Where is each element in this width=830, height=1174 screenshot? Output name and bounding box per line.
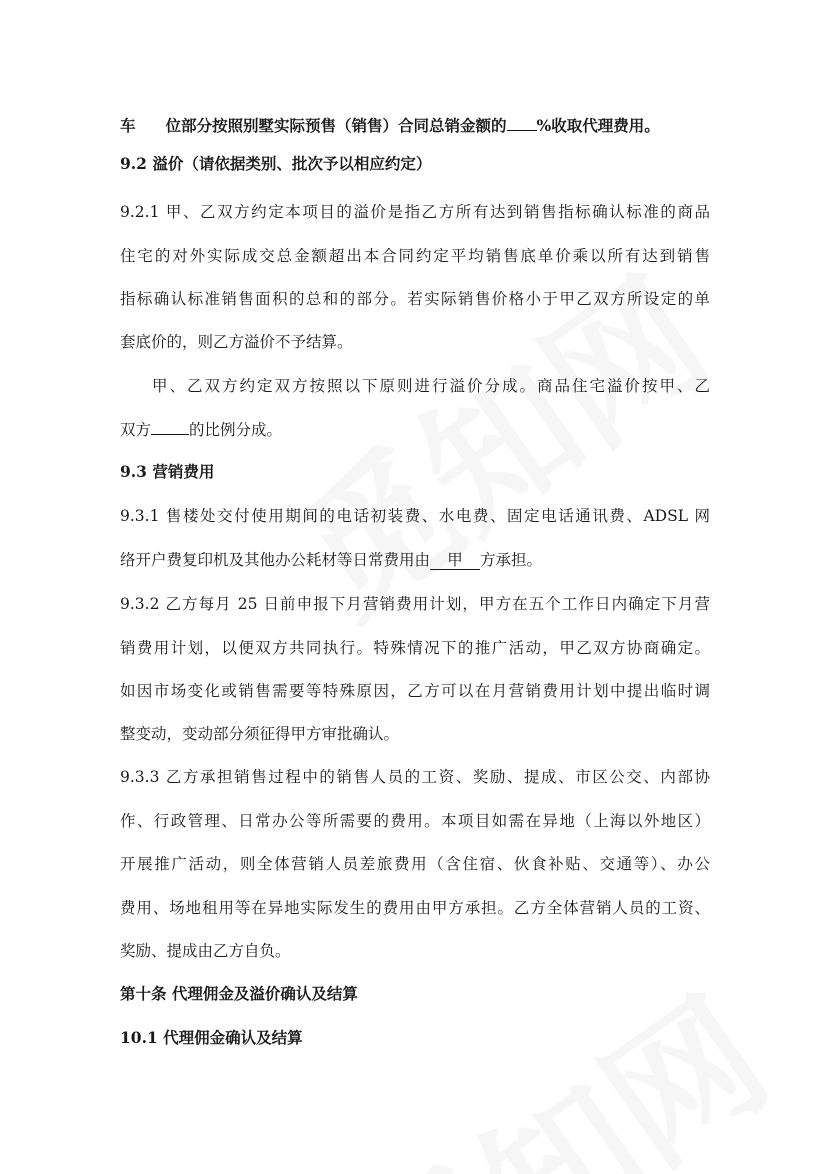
paragraph-line: [120, 550, 542, 570]
paragraph-line: [120, 116, 660, 136]
text-run: %收取代理费用。: [536, 116, 660, 135]
fill-blank: 甲: [430, 551, 480, 570]
paragraph-line: 住宅的对外实际成交总金额超出本合同约定平均销售底单价乘以所有达到销售: [120, 247, 710, 265]
paragraph-line: 套底价的，则乙方溢价不予结算。: [120, 333, 353, 351]
paragraph-line: 如因市场变化或销售需要等特殊原因，乙方可以在月营销费用计划中提出临时调: [120, 682, 710, 700]
paragraph-line: [120, 420, 282, 440]
paragraph-line: 销费用计划，以便双方共同执行。特殊情况下的推广活动，甲乙双方协商确定。: [120, 639, 710, 657]
section-heading-9-3: 9.3 营销费用: [120, 462, 215, 481]
paragraph-line: 9.3.1 售楼处交付使用期间的电话初装费、水电费、固定电话通讯费、ADSL 网: [120, 507, 710, 525]
watermark: [309, 940, 802, 1174]
text-run: 的比例分成。: [189, 421, 283, 439]
fill-blank: [151, 434, 189, 435]
paragraph-line: 费用、场地租用等在异地实际发生的费用由甲方承担。乙方全体营销人员的工资、: [120, 899, 710, 917]
text-run: 位部分按照别墅实际预售（销售）合同总销金额的: [165, 116, 507, 135]
section-heading-9-2: 9.2 溢价（请依据类别、批次予以相应约定）: [120, 154, 432, 173]
paragraph-line: 整变动，变动部分须征得甲方审批确认。: [120, 725, 400, 743]
text-run: 方承担。: [480, 551, 543, 569]
paragraph-line: 作、行政管理、日常办公等所需要的费用。本项目如需在异地（上海以外地区）: [120, 812, 710, 830]
paragraph-line: 9.2.1 甲、乙双方约定本项目的溢价是指乙方所有达到销售指标确认标准的商品: [120, 203, 710, 221]
paragraph-line: 甲、乙双方约定双方按照以下原则进行溢价分成。商品住宅溢价按甲、乙: [152, 377, 710, 395]
section-heading-10-1: 10.1 代理佣金确认及结算: [120, 1028, 303, 1047]
paragraph-line: 开展推广活动，则全体营销人员差旅费用（含住宿、伙食补贴、交通等）、办公: [120, 855, 710, 873]
paragraph-line: 9.3.2 乙方每月 25 日前申报下月营销费用计划，甲方在五个工作日内确定下月营: [120, 595, 710, 613]
watermark: [249, 220, 742, 655]
article-heading-10: 第十条 代理佣金及溢价确认及结算: [120, 984, 358, 1003]
fill-blank: [507, 130, 537, 131]
paragraph-line: 奖励、提成由乙方自负。: [120, 942, 291, 960]
text-run: 络开户费复印机及其他办公耗材等日常费用由: [120, 551, 431, 569]
text-run: 双方: [120, 421, 152, 439]
text-run: 车: [120, 116, 136, 135]
paragraph-line: 指标确认标准销售面积的总和的部分。若实际销售价格小于甲乙双方所设定的单: [120, 290, 710, 308]
paragraph-line: 9.3.3 乙方承担销售过程中的销售人员的工资、奖励、提成、市区公交、内部协: [120, 768, 710, 786]
